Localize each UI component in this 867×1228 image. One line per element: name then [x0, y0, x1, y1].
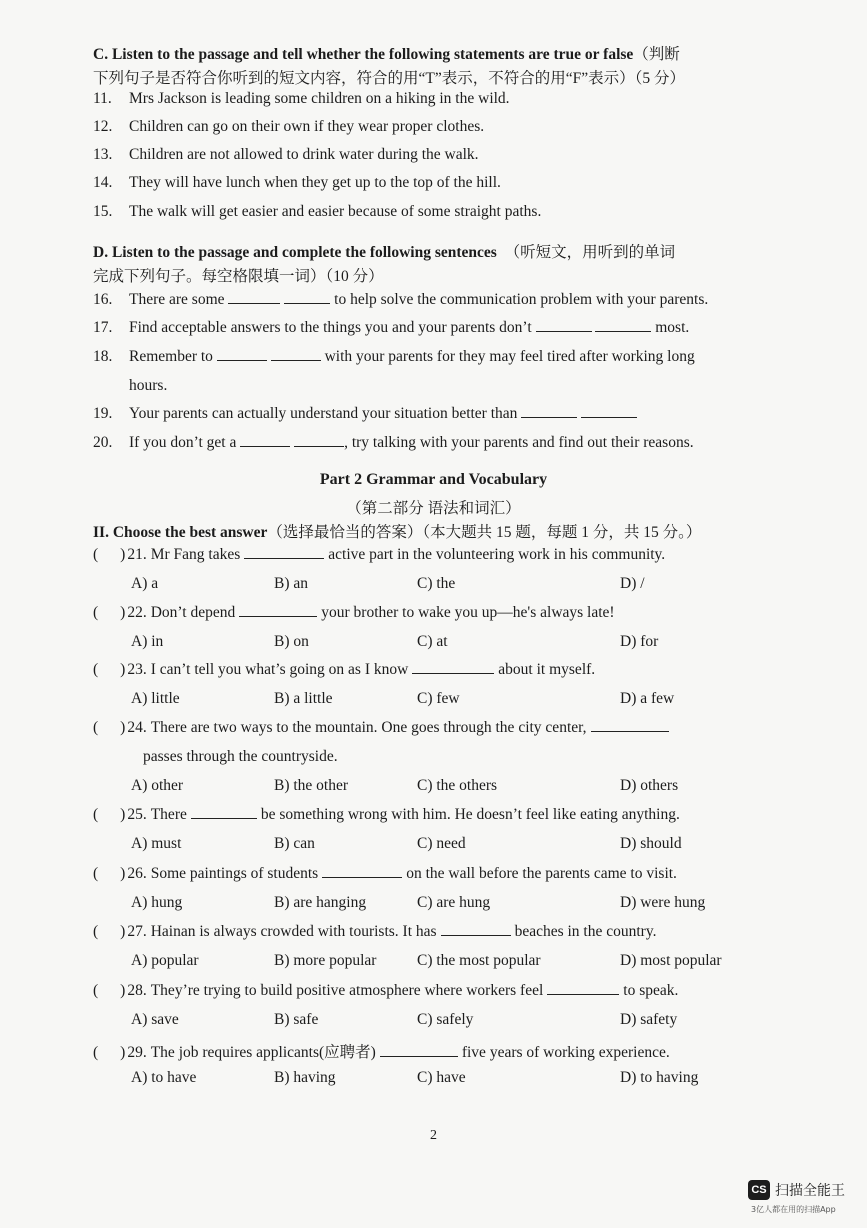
question-number: 22.: [127, 604, 147, 621]
question-28: [93, 982, 678, 1000]
answer-blank[interactable]: [217, 359, 267, 361]
option-a[interactable]: A) little: [131, 690, 180, 707]
option-c[interactable]: C) the others: [417, 777, 498, 794]
question-27: [93, 923, 656, 941]
answer-blank[interactable]: [240, 445, 290, 447]
statement-number: 15.: [93, 203, 113, 220]
question-text-pre: Remember to: [129, 348, 213, 365]
question-24: [93, 719, 673, 737]
question-number: 29.: [127, 1044, 147, 1061]
answer-blank[interactable]: [244, 557, 324, 559]
statement-15: [93, 203, 541, 221]
answer-paren-close: ): [120, 661, 126, 678]
option-a[interactable]: A) must: [131, 835, 182, 852]
statement-text: Children can go on their own if they wear proper clothes.: [129, 118, 485, 135]
option-b[interactable]: B) on: [274, 633, 309, 650]
question-text-post: active part in the volunteering work in his community.: [328, 546, 666, 563]
answer-blank[interactable]: [581, 416, 637, 418]
section-c-heading-line2: 下列句子是否符合你听到的短文内容，符合的用“T”表示，不符合的用“F”表示）（5 分）: [93, 70, 685, 87]
section-c-heading: [93, 42, 680, 64]
option-d[interactable]: D) were hung: [620, 894, 706, 911]
answer-blank[interactable]: [412, 672, 494, 674]
statement-text: The walk will get easier and easier because of some straight paths.: [129, 203, 542, 220]
option-a[interactable]: A) to have: [131, 1069, 197, 1086]
question-22: [93, 604, 615, 622]
section-c-heading-en: C. Listen to the passage and tell whether the following statements are true or false: [93, 46, 634, 63]
answer-paren-close: ): [120, 1044, 126, 1061]
answer-paren-open: (: [93, 719, 99, 736]
question-number: 17.: [93, 319, 113, 336]
answer-blank[interactable]: [595, 330, 651, 332]
question-text-post: your brother to wake you up—he's always late!: [321, 604, 615, 621]
answer-paren-close: ): [120, 923, 126, 940]
camscanner-logo-icon: CS: [748, 1180, 770, 1200]
question-text-pre: They’re trying to build positive atmosphere where workers feel: [150, 982, 544, 999]
answer-paren-open: (: [93, 546, 99, 563]
statement-number: 14.: [93, 174, 113, 191]
question-text-pre: Mr Fang takes: [150, 546, 241, 563]
option-b[interactable]: B) the other: [274, 777, 349, 794]
answer-blank[interactable]: [191, 817, 257, 819]
question-25: [93, 806, 680, 824]
answer-paren-close: ): [120, 604, 126, 621]
answer-blank[interactable]: [239, 615, 317, 617]
section-ii-heading-en: II. Choose the best answer: [93, 524, 268, 541]
answer-blank[interactable]: [380, 1055, 458, 1057]
section-c-heading-cn: （判断: [633, 46, 680, 63]
answer-blank[interactable]: [271, 359, 321, 361]
question-18: [93, 348, 695, 366]
option-b[interactable]: B) a little: [274, 690, 333, 707]
option-a[interactable]: A) popular: [131, 952, 199, 969]
option-a[interactable]: A) hung: [131, 894, 183, 911]
option-b[interactable]: B) can: [274, 835, 315, 852]
option-c[interactable]: C) the most popular: [417, 952, 541, 969]
option-a[interactable]: A) in: [131, 633, 164, 650]
section-d-heading-line2: 完成下列句子。每空格限填一词）（10 分）: [93, 268, 384, 285]
question-number: 19.: [93, 405, 113, 422]
question-number: 23.: [127, 661, 147, 678]
statement-text: They will have lunch when they get up to the top of the hill.: [129, 174, 501, 191]
answer-blank[interactable]: [294, 445, 344, 447]
answer-paren-open: (: [93, 982, 99, 999]
part-title: Part 2 Grammar and Vocabulary: [319, 471, 548, 488]
question-text-pre: Hainan is always crowded with tourists. It has: [150, 923, 437, 940]
answer-blank[interactable]: [521, 416, 577, 418]
option-d[interactable]: D) safety: [620, 1011, 678, 1028]
option-b[interactable]: B) having: [274, 1069, 336, 1086]
question-number: 25.: [127, 806, 147, 823]
option-b[interactable]: B) are hanging: [274, 894, 367, 911]
option-c[interactable]: C) few: [417, 690, 460, 707]
question-number: 20.: [93, 434, 113, 451]
section-d-heading-cn: （听短文，用听到的单词: [504, 244, 676, 261]
question-text-pre: Your parents can actually understand your situation better than: [129, 405, 518, 422]
answer-paren-close: ): [120, 865, 126, 882]
answer-paren-open: (: [93, 661, 99, 678]
watermark-app-name: 扫描全能王: [775, 1183, 845, 1199]
question-text-post: be something wrong with him. He doesn’t feel like eating anything.: [260, 806, 680, 823]
question-21: [93, 546, 665, 564]
question-number: 18.: [93, 348, 113, 365]
question-text-pre: Some paintings of students: [150, 865, 319, 882]
statement-14: [93, 174, 501, 192]
answer-paren-open: (: [93, 865, 99, 882]
question-text-post: with your parents for they may feel tired after working long: [324, 348, 695, 365]
question-text-pre: Find acceptable answers to the things you and your parents don’t: [129, 319, 532, 336]
question-number: 26.: [127, 865, 147, 882]
statement-number: 12.: [93, 118, 113, 135]
answer-blank[interactable]: [228, 302, 280, 304]
question-text-pre: I can’t tell you what’s going on as I know: [150, 661, 409, 678]
question-16: [93, 291, 708, 309]
section-ii-heading-cn: （选择最恰当的答案）（本大题共 15 题，每题 1 分，共 15 分。）: [267, 524, 702, 541]
answer-blank[interactable]: [591, 730, 669, 732]
question-number: 21.: [127, 546, 147, 563]
option-b[interactable]: B) more popular: [274, 952, 377, 969]
statement-12: [93, 118, 484, 136]
option-c[interactable]: C) the: [417, 575, 456, 592]
option-b[interactable]: B) an: [274, 575, 309, 592]
answer-paren-open: (: [93, 1044, 99, 1061]
question-text-post: beaches in the country.: [514, 923, 657, 940]
answer-paren-close: ): [120, 546, 126, 563]
option-a[interactable]: A) a: [131, 575, 159, 592]
question-continued: passes through the countryside.: [143, 748, 338, 765]
statement-text: Mrs Jackson is leading some children on a hiking in the wild.: [129, 90, 510, 107]
question-text-pre: There are some: [129, 291, 225, 308]
question-text-post: five years of working experience.: [461, 1044, 670, 1061]
statement-11: [93, 90, 510, 108]
answer-paren-open: (: [93, 604, 99, 621]
statement-number: 13.: [93, 146, 113, 163]
option-b[interactable]: B) safe: [274, 1011, 319, 1028]
answer-blank[interactable]: [322, 876, 402, 878]
question-number: 28.: [127, 982, 147, 999]
watermark-tagline: 3亿人都在用的扫描App: [751, 1205, 836, 1214]
page-number: 2: [430, 1128, 437, 1143]
question-26: [93, 865, 677, 883]
option-c[interactable]: C) are hung: [417, 894, 491, 911]
answer-blank[interactable]: [284, 302, 330, 304]
question-text-post: about it myself.: [498, 661, 596, 678]
option-c[interactable]: C) need: [417, 835, 466, 852]
option-c[interactable]: C) have: [417, 1069, 466, 1086]
part-subtitle: （第二部分 语法和词汇）: [346, 500, 521, 517]
question-text-post: most.: [655, 319, 690, 336]
statement-number: 11.: [93, 90, 112, 107]
answer-paren-open: (: [93, 923, 99, 940]
question-text-pre: There: [150, 806, 187, 823]
option-d[interactable]: D) should: [620, 835, 682, 852]
option-a[interactable]: A) save: [131, 1011, 179, 1028]
question-text-pre: There are two ways to the mountain. One goes through the city center,: [150, 719, 587, 736]
question-23: [93, 661, 595, 679]
question-text-pre: If you don’t get a: [129, 434, 237, 451]
option-d[interactable]: D) others: [620, 777, 679, 794]
option-d[interactable]: D) most popular: [620, 952, 722, 969]
answer-blank[interactable]: [547, 993, 619, 995]
option-c[interactable]: C) safely: [417, 1011, 474, 1028]
section-d-heading-en: D. Listen to the passage and complete the following sentences: [93, 244, 497, 261]
question-text-pre: The job requires applicants(应聘者): [150, 1044, 376, 1061]
option-d[interactable]: D) to having: [620, 1069, 699, 1086]
answer-paren-close: ): [120, 806, 126, 823]
question-number: 24.: [127, 719, 147, 736]
question-text-pre: Don’t depend: [150, 604, 236, 621]
statement-13: [93, 146, 479, 164]
option-d[interactable]: D) for: [620, 633, 659, 650]
option-d[interactable]: D) /: [620, 575, 645, 592]
question-17: [93, 319, 689, 337]
question-text-post: on the wall before the parents came to visit.: [406, 865, 677, 882]
statement-text: Children are not allowed to drink water during the walk.: [129, 146, 479, 163]
option-a[interactable]: A) other: [131, 777, 184, 794]
question-19: [93, 405, 637, 423]
option-c[interactable]: C) at: [417, 633, 448, 650]
answer-paren-close: ): [120, 719, 126, 736]
question-20: [93, 434, 694, 452]
answer-paren-open: (: [93, 806, 99, 823]
answer-blank[interactable]: [536, 330, 592, 332]
answer-blank[interactable]: [441, 934, 511, 936]
question-text-post: , try talking with your parents and find out their reasons.: [344, 434, 694, 451]
section-d-heading: [93, 240, 675, 262]
question-text-post: to help solve the communication problem with your parents.: [334, 291, 709, 308]
section-ii-heading: [93, 520, 701, 542]
question-number: 16.: [93, 291, 113, 308]
question-29: [93, 1040, 670, 1062]
question-number: 27.: [127, 923, 147, 940]
question-18-continued: hours.: [129, 377, 168, 394]
option-d[interactable]: D) a few: [620, 690, 675, 707]
question-text-post: to speak.: [623, 982, 679, 999]
answer-paren-close: ): [120, 982, 126, 999]
